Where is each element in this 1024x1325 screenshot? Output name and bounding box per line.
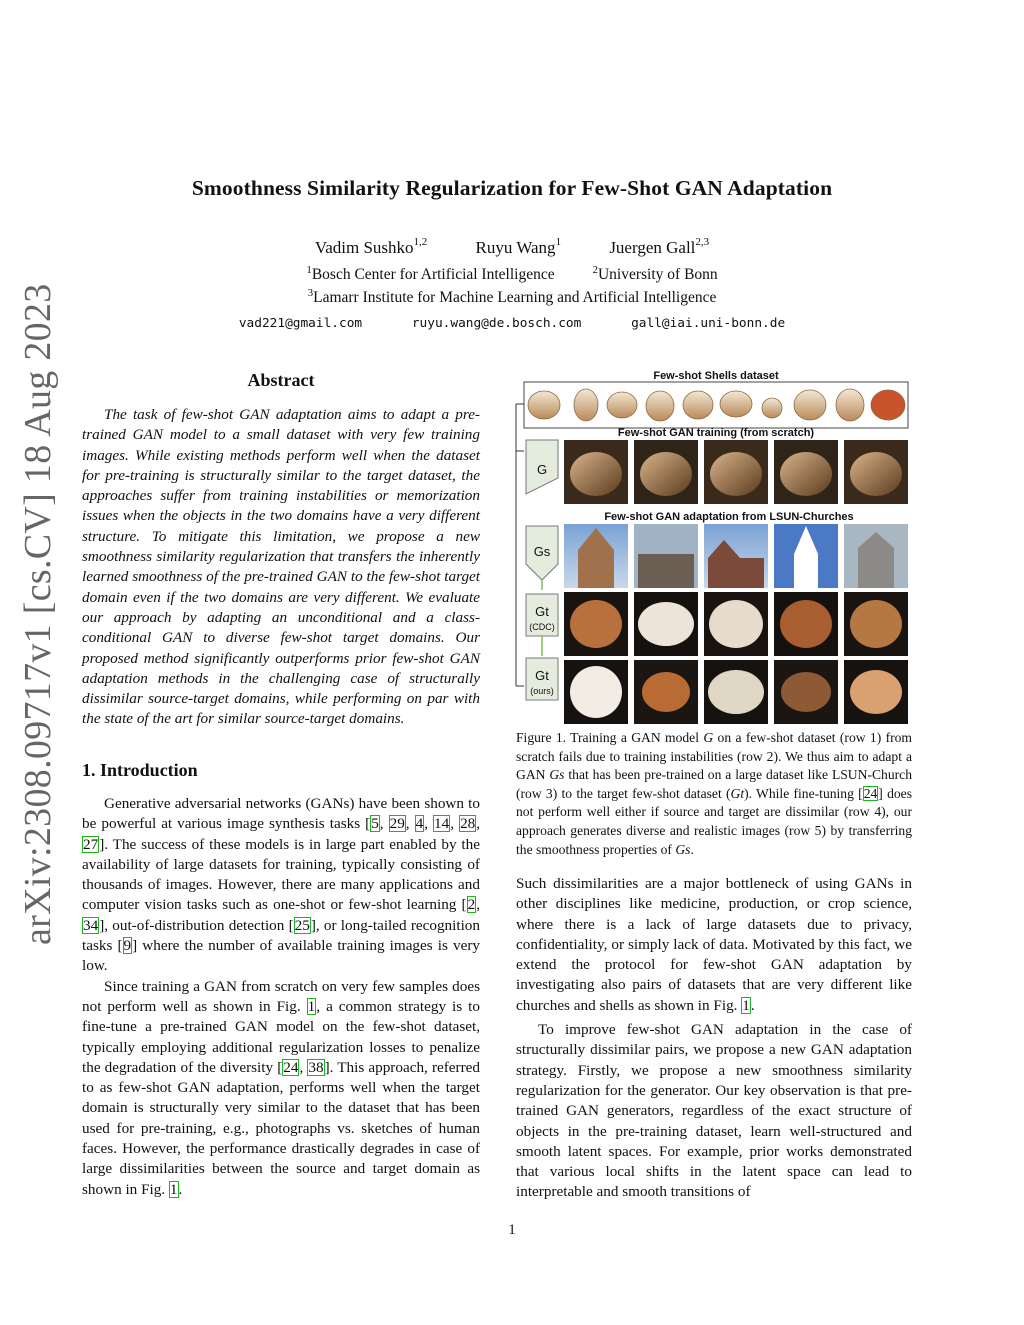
- citation-link[interactable]: 5: [371, 815, 379, 833]
- paper-title: Smoothness Similarity Regularization for Few-Shot GAN Adaptation: [191, 176, 833, 200]
- figure-link[interactable]: 1: [169, 1180, 178, 1198]
- email-list: [0, 316, 1024, 331]
- ours-label: (ours): [530, 686, 554, 696]
- citation-link[interactable]: 27: [83, 835, 99, 853]
- scratch-samples: [564, 440, 908, 504]
- cdc-label: (CDC): [529, 622, 555, 632]
- citation-link[interactable]: 29: [389, 815, 405, 833]
- figure-row-title: Few-shot Shells dataset: [653, 370, 779, 382]
- right-column-body: [516, 874, 912, 1203]
- citation-link[interactable]: 28: [460, 815, 476, 833]
- ours-samples: [564, 660, 908, 724]
- email[interactable]: gall@iai.uni-bonn.de: [631, 316, 786, 331]
- church-samples: [564, 524, 908, 588]
- affiliation: $^3$Lamarr Institute for Machine Learning and Artificial Intelligence: [307, 287, 717, 306]
- affiliation: $^2$University of Bonn: [592, 264, 718, 283]
- citation-link[interactable]: 25: [294, 916, 310, 934]
- paragraph: Since training a GAN from scratch on very few samples does not perform well as shown in Fig. 1, a common strategy is to fine-tune a pre-trained GAN model on the few-shot dataset, typically employing additional regularization losses to penalize the degradation of the diversity [24, 38]. This approach, referred to as few-shot GAN adaptation, performs well when the target domain is structurally very similar to the dataset that has been used for pre-training, e.g., photographs vs. sketches of human faces. However, the performance drastically degrades in case of large dissimilarities between the source and target domain as shown in Fig. 1.: [82, 977, 481, 1198]
- figure-row-title: Few-shot GAN training (from scratch): [617, 427, 815, 439]
- target-generator-label: Gt: [535, 668, 549, 683]
- citation-link[interactable]: 4: [415, 815, 424, 833]
- affiliation: $^1$Bosch Center for Artificial Intelligence: [306, 264, 555, 283]
- email[interactable]: ruyu.wang@de.bosch.com: [411, 316, 582, 331]
- paragraph: Generative adversarial networks (GANs) have been shown to be powerful at various image synthesis tasks [5, 29, 4, 14, 28, 27]. The success of these models is in large part enabled by the availability of large datasets for training, typically consisting of thousands of images. However, there are many applications and computer vision tasks such as one-shot or few-shot learning [2, 34], out-of-distribution detection [25], or long-tailed recognition tasks [9] where the number of available training images is very low.: [82, 795, 481, 975]
- intro-body: [82, 794, 480, 1200]
- cdc-samples: [564, 592, 908, 656]
- figure-link[interactable]: 1: [742, 996, 750, 1014]
- arxiv-watermark: arXiv:2308.09717v1 [cs.CV] 18 Aug 2023: [17, 283, 59, 945]
- intro-heading: 1. Introduction: [82, 760, 198, 780]
- citation-link[interactable]: 2: [467, 896, 476, 914]
- author: Vadim Sushko$^{1,2}$: [314, 236, 428, 257]
- page-number: 1: [508, 1222, 516, 1238]
- author-list: [0, 238, 1024, 258]
- email[interactable]: vad221@gmail.com: [238, 316, 363, 331]
- generator-label: G: [536, 462, 548, 477]
- figure-link[interactable]: 1: [307, 997, 316, 1015]
- citation-link[interactable]: 38: [308, 1058, 324, 1076]
- citation-link[interactable]: 24: [283, 1058, 299, 1076]
- paragraph: Such dissimilarities are a major bottleneck of using GANs in other disciplines like medicine, production, or crop science, where there is a lack of large datasets due to privacy, confidentiality, or simply lack of data. Motivated by this fact, we extend the protocol for few-shot GAN adaptation by investigating also pairs of datasets that are very different like churches and shells as shown in Fig. 1.: [516, 875, 912, 1014]
- author: Juergen Gall$^{2,3}$: [609, 236, 710, 257]
- figure-1: [514, 368, 914, 728]
- citation-link[interactable]: 14: [434, 815, 450, 833]
- paragraph: To improve few-shot GAN adaptation in the case of structurally dissimilar pairs, we propose a new GAN adaptation strategy. Firstly, we propose a new smoothness similarity regularization for the generator. Our key observation is that pre-trained GAN generators, regardless of the exact structure of objects in the pre-training dataset, learn well-structured and smooth latent spaces. For example, prior works demonstrated that various local shifts in the latent space can lead to interpretable and smooth transitions of: [516, 1021, 912, 1201]
- source-generator-label: Gs: [533, 544, 551, 559]
- citation-link[interactable]: 24: [863, 785, 878, 801]
- figure-row-title: Few-shot GAN adaptation from LSUN-Churches: [604, 511, 854, 523]
- citation-link[interactable]: 34: [83, 916, 99, 934]
- affiliations-line-1: [0, 266, 1024, 284]
- abstract-text: The task of few-shot GAN adaptation aims to adapt a pre-trained GAN model to a small dataset with very few training images. While existing methods perform well when the dataset for pre-training is structurally similar to the target dataset, the approaches suffer from training instabilities or memorization issues when the objects in the two domains have a very different structure. To mitigate this limitation, we propose a new smoothness similarity regularization that transfers the inherently learned smoothness of the pre-trained GAN to the few-shot target domain even if the two domains are very different. We evaluate our approach by adapting an unconditional and a class-conditional GAN to diverse few-shot target domains. Our proposed method significantly outperforms prior few-shot GAN adaptation methods in the challenging case of structurally dissimilar source-target domains, while performing on par with the state of the art for similar source-target domains.: [82, 406, 480, 728]
- author: Ruyu Wang$^1$: [475, 236, 562, 257]
- abstract-heading: Abstract: [247, 370, 315, 390]
- target-generator-label: Gt: [535, 604, 549, 619]
- citation-link[interactable]: 9: [123, 937, 132, 955]
- figure-caption: Figure 1. Training a GAN model G on a few-shot dataset (row 1) from scratch fails due to training instabilities (row 2). We thus aim to adapt a GAN Gs that has been pre-trained on a large dataset like LSUN-Church (row 3) to the target few-shot dataset (Gt). While fine-tuning [24] does not perform well either if source and target are dissimilar (row 4), our approach generates diverse and realistic images (row 5) by transferring the smoothness properties of Gs.: [516, 730, 913, 857]
